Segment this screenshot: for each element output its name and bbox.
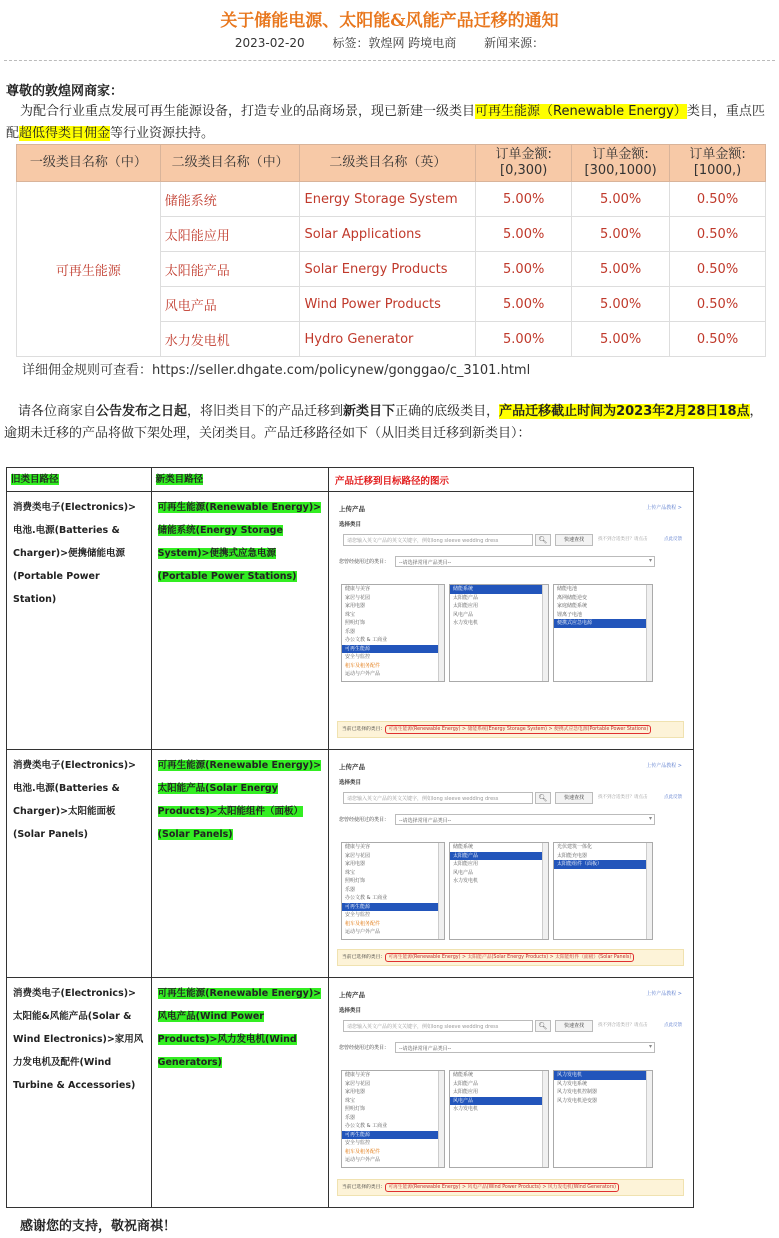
feedback-link[interactable]: 点此反馈 <box>664 795 682 800</box>
category-option[interactable]: 太阳能产品 <box>453 1080 479 1087</box>
level2-list[interactable] <box>449 584 549 682</box>
level3-list[interactable] <box>553 584 653 682</box>
migration-text-e: ，逾期未迁移的产品将做下架处理，关闭类目。产品迁移路径如下（从旧类目迁移到新类目）： <box>4 404 763 441</box>
category-option[interactable]: 健康与美容 <box>345 1072 371 1078</box>
level2-en: Energy Storage System <box>300 182 476 217</box>
selected-category-path <box>337 721 684 738</box>
category-option[interactable]: 风电产品 <box>453 611 474 618</box>
category-option[interactable]: 离网储能逆变 <box>557 594 588 601</box>
new-path-cell <box>151 492 328 750</box>
greeting: 尊敬的敦煌网商家： <box>6 84 124 99</box>
article-meta <box>0 34 779 51</box>
selected-category-path <box>337 949 684 966</box>
rate-0-300: 5.00% <box>476 287 572 322</box>
old-path: 消费类电子(Electronics)>太阳能&风能产品(Solar & Wind Electronics)>家用风力发电机及配件(Wind Turbine & Accessories) <box>7 978 152 1208</box>
category-option[interactable]: 租车及租务配件 <box>345 662 381 669</box>
rate-1000-plus: 0.50% <box>670 217 766 252</box>
tags-links[interactable]: 敦煌网 跨境电商 <box>368 36 457 50</box>
category-option[interactable]: 珠宝 <box>345 1097 356 1104</box>
category-option[interactable]: 风力发电机逆变器 <box>557 1097 598 1104</box>
category-option[interactable]: 家用电器 <box>345 603 366 609</box>
category-option[interactable]: 水力发电机 <box>453 1106 479 1112</box>
category-option[interactable]: 照明灯饰 <box>345 878 366 884</box>
category-option[interactable]: 水力发电机 <box>453 620 479 626</box>
feedback-link[interactable]: 点此反馈 <box>664 537 682 542</box>
level2-en: Wind Power Products <box>300 287 476 322</box>
col-old-path <box>7 468 152 492</box>
migration-deadline: 产品迁移截止时间为2023年2月28日18点 <box>499 404 750 419</box>
upload-product-screenshot <box>333 754 688 972</box>
list-scrollbar[interactable] <box>542 585 548 681</box>
category-option[interactable]: 办公文教 & 工商业 <box>345 1123 388 1129</box>
level2-cn: 风电产品 <box>160 287 300 322</box>
new-path-cell <box>151 750 328 978</box>
rate-300-1000: 5.00% <box>572 182 670 217</box>
intro-highlight-category: 可再生能源（Renewable Energy） <box>475 104 687 119</box>
level2-en: Solar Energy Products <box>300 252 476 287</box>
selected-path-label: 当前已选择的类目： <box>342 727 386 732</box>
category-option[interactable]: 珠宝 <box>345 611 356 618</box>
category-option[interactable]: 家用电器 <box>345 861 366 867</box>
rate-0-300: 5.00% <box>476 182 572 217</box>
upload-title: 上传产品 <box>339 991 365 999</box>
category-search-input[interactable]: 请您输入英文产品的英文关键字，例如long sleeve wedding dress <box>343 1020 533 1032</box>
category-search-input[interactable]: 请您输入英文产品的英文关键字，例如long sleeve wedding dress <box>343 792 533 804</box>
common-category-label: 您曾经使用过的类目： <box>339 559 390 565</box>
article-title: 关于储能电源、太阳能&风能产品迁移的通知 <box>220 11 559 31</box>
level1-list[interactable] <box>341 1070 445 1168</box>
category-option[interactable]: 储能系统 <box>453 1072 474 1078</box>
category-option[interactable]: 太阳能产品 <box>450 852 548 861</box>
not-found-text: 找不到合适类目？请点击 <box>598 537 648 542</box>
level1-list[interactable] <box>341 842 445 940</box>
list-scrollbar[interactable] <box>646 1071 652 1167</box>
category-option[interactable]: 乐器 <box>345 628 356 635</box>
category-option[interactable]: 家居与花园 <box>345 852 371 859</box>
rate-300-1000: 5.00% <box>572 322 670 357</box>
level2-list[interactable] <box>449 1070 549 1168</box>
new-path: 可再生能源(Renewable Energy)>储能系统(Energy Storage System)>便携式应急电源(Portable Power Stations) <box>157 502 322 582</box>
category-option[interactable]: 家庭储能系统 <box>557 603 588 609</box>
select-category-label: 选择类目 <box>339 522 362 528</box>
list-scrollbar[interactable] <box>646 843 652 939</box>
level3-list[interactable] <box>553 1070 653 1168</box>
category-option[interactable]: 风电产品 <box>450 1097 548 1106</box>
search-icon[interactable]: 🔍︎ <box>535 792 551 804</box>
rate-300-1000: 5.00% <box>572 287 670 322</box>
category-option[interactable]: 照明灯饰 <box>345 1106 366 1112</box>
common-category-label: 您曾经使用过的类目： <box>339 1045 390 1051</box>
category-option[interactable]: 可再生能源 <box>342 1131 444 1140</box>
category-option[interactable]: 运动与户外产品 <box>345 929 381 935</box>
article-tags <box>332 36 456 50</box>
rate-1000-plus: 0.50% <box>670 287 766 322</box>
category-option[interactable]: 可再生能源 <box>342 903 444 912</box>
migration-bold-start: 公告发布之日起 <box>96 404 188 419</box>
select-category-label: 选择类目 <box>339 780 362 786</box>
divider <box>4 60 775 61</box>
category-option[interactable]: 太阳能应用 <box>453 603 479 609</box>
quick-find-button[interactable]: 快速查找 <box>555 792 593 804</box>
selected-path-highlight: 可再生能源(Renewable Energy) > 储能系统(Energy Storage System) > 便携式应急电源(Portable Power Stations) <box>385 725 651 734</box>
category-option[interactable]: 光伏建筑一体化 <box>557 844 593 850</box>
migration-paragraph <box>4 401 774 445</box>
level2-cn: 储能系统 <box>160 182 300 217</box>
upload-tutorial-link[interactable]: 上传产品教程 > <box>646 991 682 997</box>
level2-en: Hydro Generator <box>300 322 476 357</box>
category-option[interactable]: 健康与美容 <box>345 844 371 850</box>
level3-list[interactable] <box>553 842 653 940</box>
common-category-dropdown[interactable]: --请选择常用产品类目-- ▾ <box>395 556 655 567</box>
category-option[interactable]: 家居与花园 <box>345 594 371 601</box>
illustration-cell <box>329 978 694 1208</box>
list-scrollbar[interactable] <box>542 1071 548 1167</box>
migration-text-d: 正确的底级类目， <box>395 404 500 419</box>
illustration-cell <box>329 492 694 750</box>
rate-0-300: 5.00% <box>476 217 572 252</box>
category-option[interactable]: 储能系统 <box>453 844 474 850</box>
list-scrollbar[interactable] <box>438 1071 444 1167</box>
category-option[interactable]: 办公文教 & 工商业 <box>345 895 388 901</box>
intro-text-c: 等行业资源扶持。 <box>110 126 215 141</box>
rate-300-1000: 5.00% <box>572 217 670 252</box>
category-search-input[interactable]: 请您输入英文产品的英文关键字，例如long sleeve wedding dress <box>343 534 533 546</box>
migration-row <box>7 492 694 750</box>
commission-header-3: 订单金额: [0,300) <box>476 145 572 182</box>
col-new-path <box>151 468 328 492</box>
migration-text-c: ，将旧类目下的产品迁移到 <box>187 404 344 419</box>
not-found-text: 找不到合适类目？请点击 <box>598 1023 648 1028</box>
rate-1000-plus: 0.50% <box>670 322 766 357</box>
selected-path-highlight: 可再生能源(Renewable Energy) > 太阳能产品(Solar Energy Products) > 太阳能组件（面板）(Solar Panels) <box>385 953 634 962</box>
rate-1000-plus: 0.50% <box>670 182 766 217</box>
level2-cn: 水力发电机 <box>160 322 300 357</box>
category-option[interactable]: 健康与美容 <box>345 586 371 592</box>
selected-path-label: 当前已选择的类目： <box>342 1185 386 1190</box>
category-option[interactable]: 便携式应急电源 <box>554 619 652 628</box>
illustration-cell <box>329 750 694 978</box>
category-option[interactable]: 太阳能应用 <box>453 861 479 867</box>
category-option[interactable]: 安全与监控 <box>345 912 371 918</box>
selected-path-label: 当前已选择的类目： <box>342 955 386 960</box>
quick-find-button[interactable]: 快速查找 <box>555 534 593 546</box>
commission-header-0: 一级类目名称（中） <box>17 145 161 182</box>
upload-title: 上传产品 <box>339 763 365 771</box>
col-illustration-label: 产品迁移到目标路径的图示 <box>335 475 450 487</box>
intro-paragraph <box>6 101 776 145</box>
list-scrollbar[interactable] <box>542 843 548 939</box>
category-option[interactable]: 风力发电系统 <box>557 1080 588 1087</box>
intro-highlight-commission: 超低得类目佣金 <box>19 126 111 141</box>
selected-path-highlight: 可再生能源(Renewable Energy) > 风电产品(Wind Power Products) > 风力发电机(Wind Generators) <box>385 1183 619 1192</box>
category-option[interactable]: 家用电器 <box>345 1089 366 1095</box>
intro-text-a: 为配合行业重点发展可再生能源设备，打造专业的品商场景，现已新建一级类目 <box>20 104 476 119</box>
selected-category-path <box>337 1179 684 1196</box>
category-option[interactable]: 太阳能组件（面板） <box>554 860 652 869</box>
migration-table <box>6 467 694 1208</box>
rate-0-300: 5.00% <box>476 252 572 287</box>
rate-300-1000: 5.00% <box>572 252 670 287</box>
upload-tutorial-link[interactable]: 上传产品教程 > <box>646 763 682 769</box>
category-option[interactable]: 风力发电机控制器 <box>557 1089 598 1095</box>
category-option[interactable]: 租车及租务配件 <box>345 1148 381 1155</box>
upload-tutorial-link[interactable]: 上传产品教程 > <box>646 505 682 511</box>
col-old-label: 旧类目路径 <box>11 474 59 485</box>
migration-row <box>7 978 694 1208</box>
category-option[interactable]: 可再生能源 <box>342 645 444 654</box>
level1-list[interactable] <box>341 584 445 682</box>
category-option[interactable]: 乐器 <box>345 1114 356 1121</box>
category-option[interactable]: 照明灯饰 <box>345 620 366 626</box>
old-path: 消费类电子(Electronics)>电池.电源(Batteries & Charger)>太阳能面板(Solar Panels) <box>7 750 152 978</box>
category-option[interactable]: 水力发电机 <box>453 878 479 884</box>
category-option[interactable]: 乐器 <box>345 886 356 893</box>
category-option[interactable]: 太阳能应用 <box>453 1089 479 1095</box>
category-option[interactable]: 风电产品 <box>453 869 474 876</box>
col-new-label: 新类目路径 <box>155 474 204 485</box>
common-category-dropdown[interactable]: --请选择常用产品类目-- ▾ <box>395 1042 655 1053</box>
common-category-label: 您曾经使用过的类目： <box>339 817 390 823</box>
commission-header-4: 订单金额: [300,1000) <box>572 145 670 182</box>
category-option[interactable]: 安全与监控 <box>345 1140 371 1146</box>
feedback-link[interactable]: 点此反馈 <box>664 1023 682 1028</box>
new-path-cell <box>151 978 328 1208</box>
article-date: 2023-02-20 <box>234 36 305 50</box>
col-illustration <box>329 468 694 492</box>
category-option[interactable]: 太阳能产品 <box>453 594 479 601</box>
quick-find-button[interactable]: 快速查找 <box>555 1020 593 1032</box>
category-option[interactable]: 运动与户外产品 <box>345 671 381 677</box>
tags-label: 标签： <box>332 36 369 50</box>
category-option[interactable]: 太阳能充电器 <box>557 852 588 859</box>
rate-1000-plus: 0.50% <box>670 252 766 287</box>
level2-en: Solar Applications <box>300 217 476 252</box>
search-icon[interactable]: 🔍︎ <box>535 534 551 546</box>
list-scrollbar[interactable] <box>438 843 444 939</box>
category-option[interactable]: 安全与监控 <box>345 654 371 660</box>
list-scrollbar[interactable] <box>438 585 444 681</box>
level2-cn: 太阳能应用 <box>160 217 300 252</box>
intro-text-b: 类目，重点匹配 <box>6 104 765 141</box>
level1-category: 可再生能源 <box>17 182 161 357</box>
common-category-dropdown[interactable]: --请选择常用产品类目-- ▾ <box>395 814 655 825</box>
level2-list[interactable] <box>449 842 549 940</box>
old-path: 消费类电子(Electronics)>电池.电源(Batteries & Charger)>便携储能电源(Portable Power Station) <box>7 492 152 750</box>
closing-thanks: 感谢您的支持，敬祝商祺！ <box>20 1219 177 1234</box>
category-option[interactable]: 家居与花园 <box>345 1080 371 1087</box>
upload-product-screenshot <box>333 496 688 744</box>
migration-row <box>7 750 694 978</box>
source-label: 新闻来源： <box>484 36 545 50</box>
category-option[interactable]: 珠宝 <box>345 869 356 876</box>
level2-cn: 太阳能产品 <box>160 252 300 287</box>
category-option[interactable]: 储能电池 <box>557 586 578 592</box>
upload-product-screenshot <box>333 982 688 1202</box>
select-category-label: 选择类目 <box>339 1008 362 1014</box>
new-path: 可再生能源(Renewable Energy)>太阳能产品(Solar Energy Products)>太阳能组件（面板）(Solar Panels) <box>157 760 322 840</box>
migration-bold-new: 新类目下 <box>343 404 396 419</box>
rate-0-300: 5.00% <box>476 322 572 357</box>
list-scrollbar[interactable] <box>646 585 652 681</box>
commission-table <box>16 144 766 357</box>
category-option[interactable]: 租车及租务配件 <box>345 920 381 927</box>
category-option[interactable]: 办公文教 & 工商业 <box>345 637 388 643</box>
category-option[interactable]: 锂离子电池 <box>557 611 583 618</box>
category-option[interactable]: 风力发电机 <box>554 1071 652 1080</box>
migration-text-a: 请各位商家自 <box>18 404 97 419</box>
commission-header-1: 二级类目名称（中） <box>160 145 300 182</box>
upload-title: 上传产品 <box>339 505 365 513</box>
commission-header-5: 订单金额: [1000,) <box>670 145 766 182</box>
search-icon[interactable]: 🔍︎ <box>535 1020 551 1032</box>
not-found-text: 找不到合适类目？请点击 <box>598 795 648 800</box>
commission-row <box>17 182 766 217</box>
new-path: 可再生能源(Renewable Energy)>风电产品(Wind Power Products)>风力发电机(Wind Generators) <box>157 988 322 1068</box>
category-option[interactable]: 储能系统 <box>450 585 548 594</box>
category-option[interactable]: 运动与户外产品 <box>345 1157 381 1163</box>
commission-header-2: 二级类目名称（英） <box>300 145 476 182</box>
commission-detail-link[interactable]: 详细佣金规则可查看：https://seller.dhgate.com/policynew/gonggao/c_3101.html <box>22 363 531 378</box>
